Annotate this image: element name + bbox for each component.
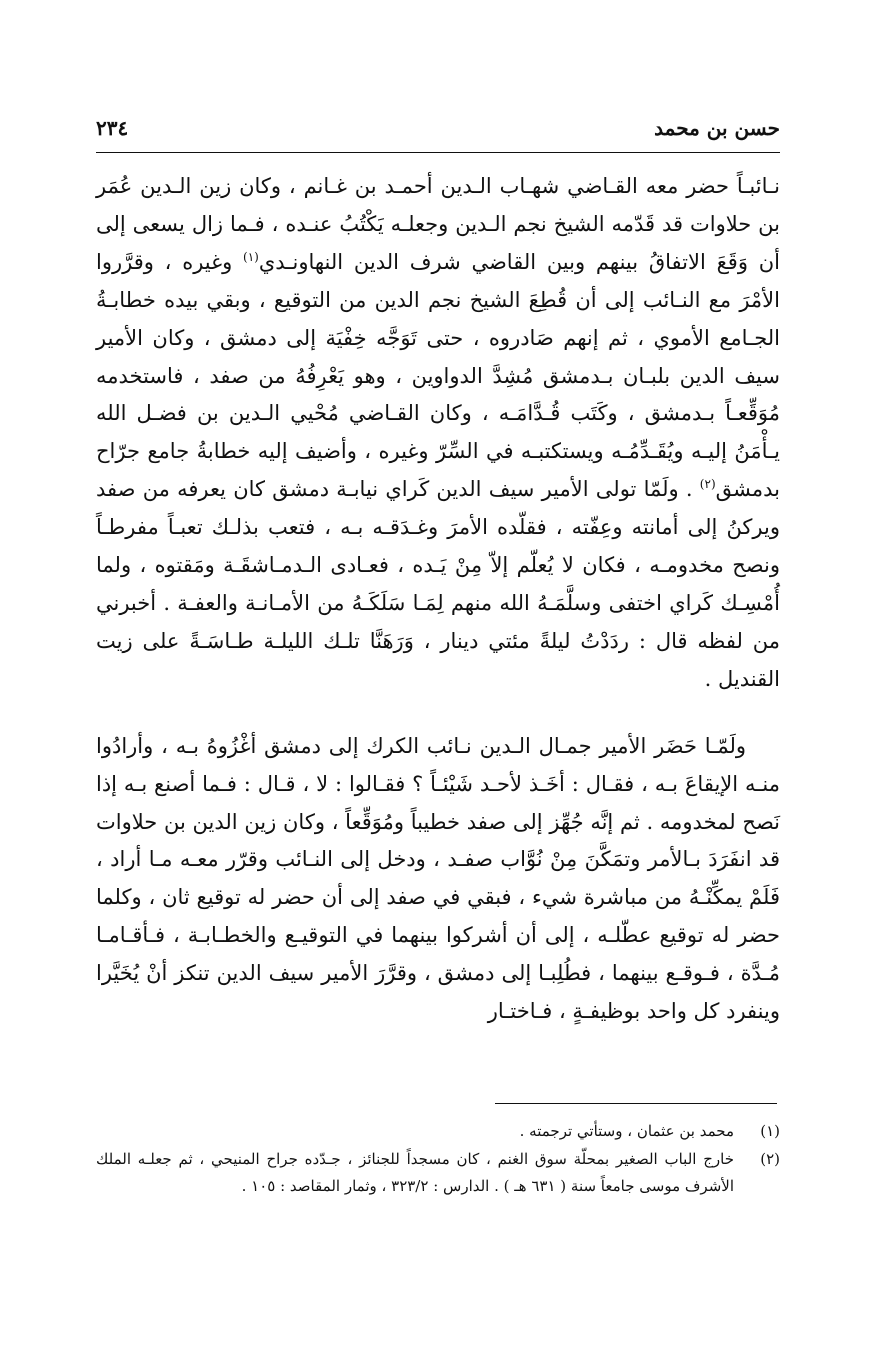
footnote-2: [96, 1146, 780, 1200]
footnote-ref-2: (٢): [699, 477, 716, 492]
page-header: [96, 112, 780, 148]
paragraph-1-part-b: وغيره ، وقرَّروا الأمْرَ مع النـائب إلى أن قُطِعَ الشيخ نجم الدين من التوقيع ، وبقي بيده خطابـةُ الجـامع الأموي ، ثم إنهم صَادروه ، حتى تَوَجَّه خِفْيَة إلى دمشق ، وكان الأمير سيف الدين بلبـان بـدمشق مُشِدَّ الدواوين ، وهو يَعْرِفُهُ من صفد ، فاستخدمه مُوَقِّعـاً بـدمشق ، وكَتَب قُـدَّامَـه ، وكان القـاضي مُحْيي الـدين بن فضـل الله يـأْمَنُ إليـه ويُقَـدِّمُـه ويستكتبـه في السِّرّ وغيره ، وأضيف إليه خطابةُ جامع جرّاح بدمشق: [96, 249, 780, 502]
header-rule: [96, 152, 780, 153]
paragraph-1-part-c: . ولَمّا تولى الأمير سيف الدين كَراي نيابـة دمشق كان يعرفه من صفد ويركنُ إلى أمانته وعِفّته ، فقلّده الأمرَ وغـدَقـه بـه ، فتعب بذلـك تعبـاً مفرطـاً ونصح مخدومـه ، فكان لا يُعلّم إلاّ مِنْ يَـده ، فعـادى الـدمـاشقَـة ومَقتوه ، ولما أُمْسِـك كَراي اختفى وسلَّمَـهُ الله منهم لِمَـا سَلَكَـهُ من الأمـانـة والعفـة . أخبرني من لفظه قال : ردَدْتُ ليلةً مئتي دينار ، وَرَهَنَّا تلـك الليلـة طـاسَـةً على زيت القنديل .: [96, 477, 780, 691]
footnote-text: خارج الباب الصغير بمحلّة سوق الغنم ، كان مسجداً للجنائز ، جـدّده جراح المنيحي ، ثم جعلـه الملك الأشرف موسى جامعاً سنة ( ٦٣١ هـ ) . الدارس : ٣٢٣/٢ ، وثمار المقاصد : ١٠٥ .: [96, 1150, 734, 1195]
running-title: حسن بن محمد: [654, 116, 780, 140]
footnote-ref-1: (١): [243, 249, 259, 264]
paragraph-1: [96, 168, 780, 699]
footnotes: [96, 1118, 780, 1200]
footnote-text: محمد بن عثمان ، وستأتي ترجمته .: [519, 1122, 734, 1140]
footnote-number: (١): [760, 1122, 780, 1140]
main-text: [96, 168, 780, 1031]
footnote-rule: [495, 1103, 777, 1104]
footnote-1: [96, 1118, 780, 1145]
footnote-number: (٢): [760, 1150, 780, 1168]
paragraph-1-part-a: نـائبـاً حضر معه القـاضي شهـاب الـدين أحمـد بن غـانم ، وكان زين الـدين عُمَر بن حلاوات قد قَدّمه الشيخ نجم الـدين وجعلـه يَكْتُبُ عنـده ، فـما زال يسعى إلى أن وَقَعَ الاتفاقُ بينهم وبين القاضي شرف الدين النهاونـدي: [96, 174, 780, 274]
paragraph-2: ولَمّـا حَضَر الأمير جمـال الـدين نـائب الكرك إلى دمشق أغْزُوهُ بـه ، وأرادُوا منـه الإيقاعَ بـه ، فقـال : أخَـذ لأحـد شَيْئـاً ؟ فقـالوا : لا ، قـال : فـما أصنع بـه إذا نَصح لمخدومه . ثم إنَّه جُهِّز إلى صفد خطيباً ومُوَقِّعاً ، وكان زين الدين بن حلاوات قد انفَرَدَ بـالأمر وتمَكَّنَ مِنْ نُوَّاب صفـد ، ودخل إلى النـائب وقرّر معـه مـا أراد ، فَلَمْ يمكِّنْـهُ من مباشرة شيء ، فبقي في صفد إلى أن حضر له توقيع ثان ، وكلما حضر له توقيع عطّلـه ، إلى أن أشركوا بينهما في التوقيـع والخطـابـة ، فـأقـامـا مُـدَّة ، فـوقـع بينهما ، فطُلِبـا إلى دمشق ، وقرَّرَ الأمير سيف الدين تنكز أنْ يُخَيَّرا وينفرد كل واحد بوظيفـةٍ ، فـاختـار: [96, 733, 780, 1024]
page-number: ٢٣٤: [96, 116, 129, 140]
